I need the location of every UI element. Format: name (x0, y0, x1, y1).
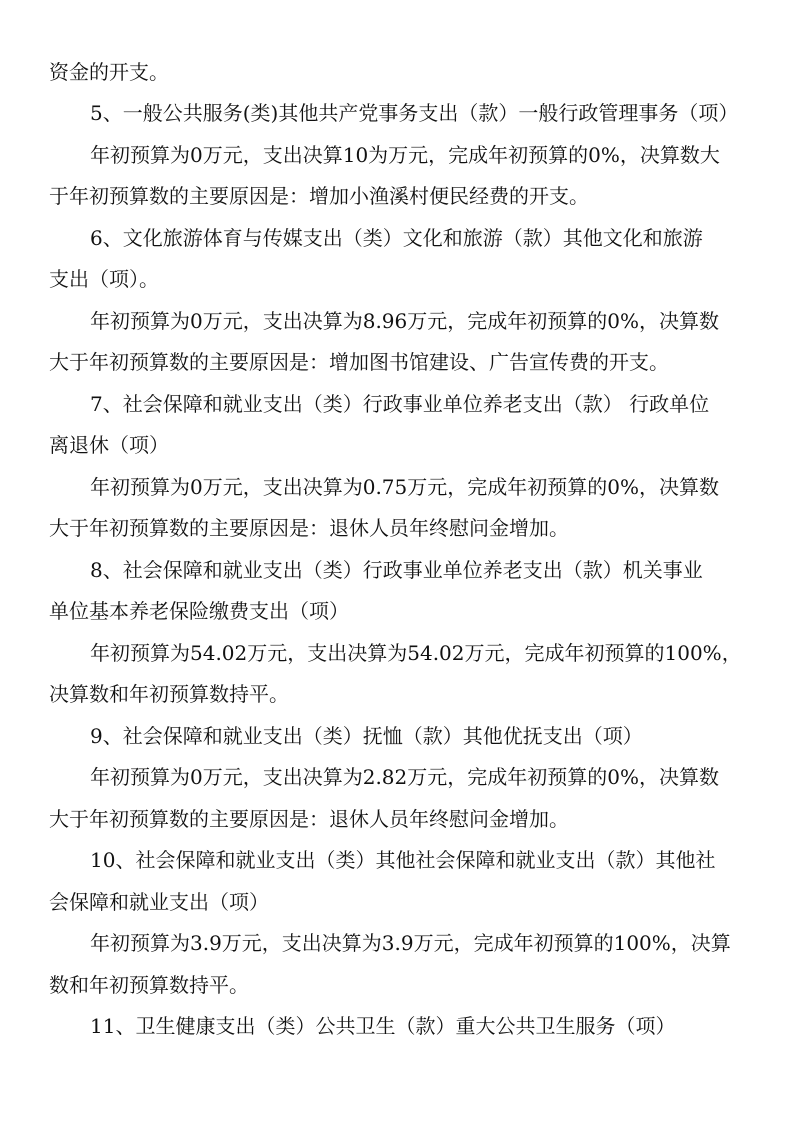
paragraph-line: 年初预算为0万元，支出决算为0.75万元，完成年初预算的0%，决算数 (90, 475, 719, 499)
paragraph-line: 年初预算为0万元，支出决算10为万元，完成年初预算的0%，决算数大 (90, 143, 720, 167)
section-heading-8-cont: 单位基本养老保险缴费支出（项） (49, 599, 349, 623)
paragraph-line: 大于年初预算数的主要原因是：退休人员年终慰问金增加。 (49, 807, 569, 831)
section-heading-6: 6、文化旅游体育与传媒支出（类）文化和旅游（款）其他文化和旅游 (90, 226, 703, 250)
paragraph-line: 数和年初预算数持平。 (49, 973, 249, 997)
section-heading-10-cont: 会保障和就业支出（项） (49, 890, 269, 914)
paragraph-line: 资金的开支。 (49, 60, 169, 84)
paragraph-line: 年初预算为54.02万元，支出决算为54.02万元，完成年初预算的100%， (90, 641, 742, 665)
section-heading-5: 5、一般公共服务(类)其他共产党事务支出（款）一般行政管理事务（项） (90, 101, 739, 125)
paragraph-line: 大于年初预算数的主要原因是：退休人员年终慰问金增加。 (49, 516, 569, 540)
section-heading-11: 11、卫生健康支出（类）公共卫生（款）重大公共卫生服务（项） (90, 1014, 676, 1038)
paragraph-line: 年初预算为0万元，支出决算为8.96万元，完成年初预算的0%，决算数 (90, 309, 719, 333)
section-heading-7: 7、社会保障和就业支出（类）行政事业单位养老支出（款） 行政单位 (90, 392, 710, 416)
section-heading-8: 8、社会保障和就业支出（类）行政事业单位养老支出（款）机关事业 (90, 558, 703, 582)
paragraph-line: 年初预算为3.9万元，支出决算为3.9万元，完成年初预算的100%，决算 (90, 931, 731, 955)
section-heading-7-cont: 离退休（项） (49, 433, 169, 457)
paragraph-line: 年初预算为0万元，支出决算为2.82万元，完成年初预算的0%，决算数 (90, 765, 719, 789)
paragraph-line: 于年初预算数的主要原因是：增加小渔溪村便民经费的开支。 (49, 184, 589, 208)
section-heading-9: 9、社会保障和就业支出（类）抚恤（款）其他优抚支出（项） (90, 724, 643, 748)
section-heading-6-cont: 支出（项）。 (49, 267, 159, 291)
section-heading-10: 10、社会保障和就业支出（类）其他社会保障和就业支出（款）其他社 (90, 848, 716, 872)
paragraph-line: 决算数和年初预算数持平。 (49, 682, 289, 706)
paragraph-line: 大于年初预算数的主要原因是：增加图书馆建设、广告宣传费的开支。 (49, 350, 669, 374)
